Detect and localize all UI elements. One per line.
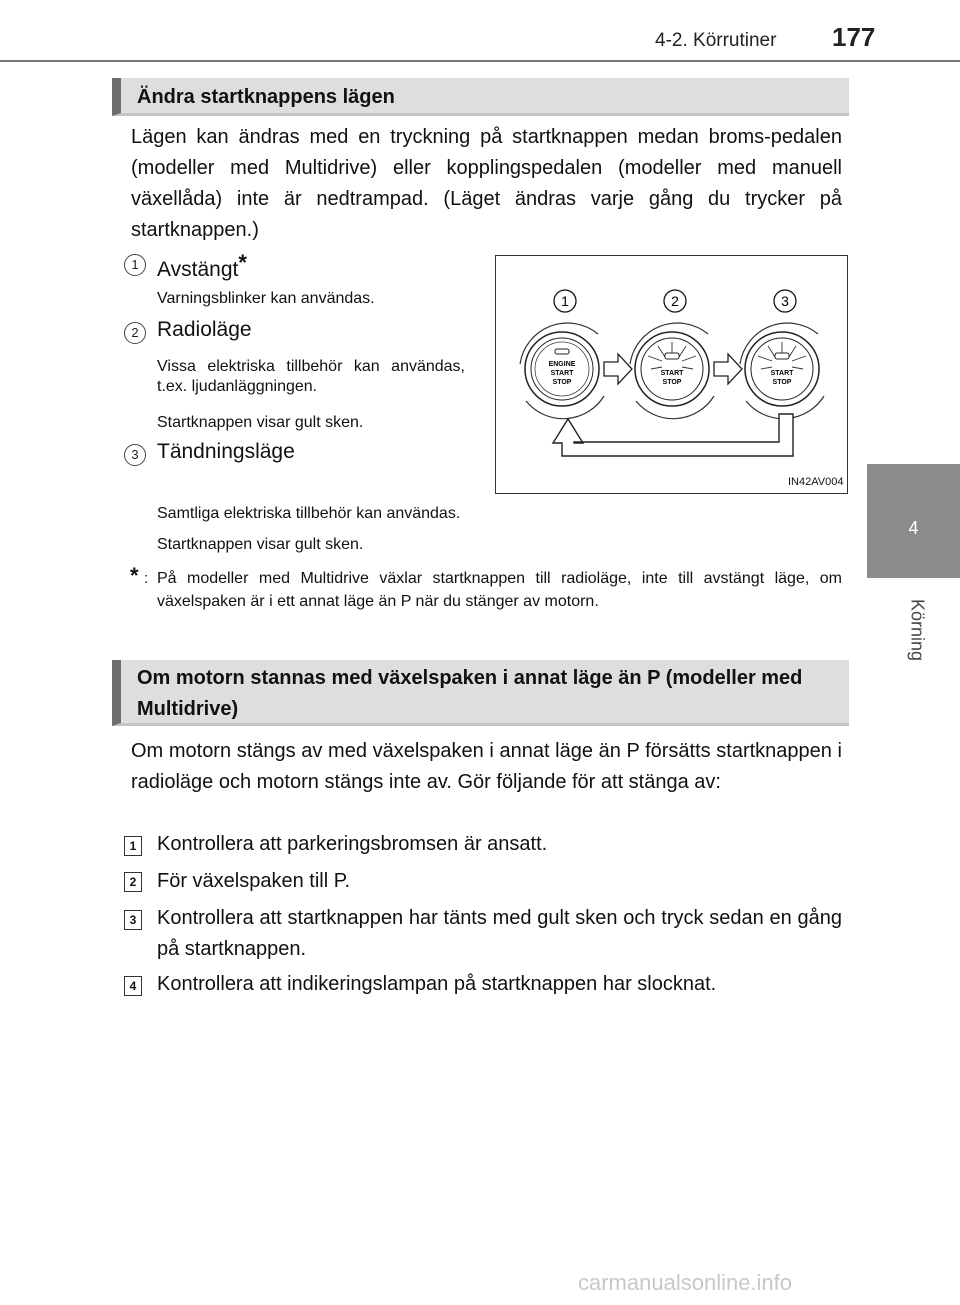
start-button-illustration xyxy=(495,255,848,494)
mode-title-off-text: Avstängt xyxy=(157,258,239,281)
button-off-icon xyxy=(520,323,604,419)
figure-code: IN42AV004 xyxy=(788,476,844,488)
watermark: carmanualsonline.info xyxy=(578,1270,793,1295)
mode-desc-off: Varningsblinker kan användas. xyxy=(157,290,375,307)
step-text-3: Kontrollera att startknappen har tänts med gult sken och tryck sedan en gång på startknappen. xyxy=(157,907,842,960)
button-radio-icon xyxy=(630,323,714,419)
svg-text:START: START xyxy=(550,370,574,377)
section-title-change-modes: Ändra startknappens lägen xyxy=(112,78,849,116)
figure-label-2 xyxy=(664,290,686,312)
header-rule xyxy=(0,60,960,62)
step-text-1: Kontrollera att parkeringsbromsen är ansatt. xyxy=(157,833,548,855)
svg-text:3: 3 xyxy=(781,293,789,309)
section2-intro: Om motorn stängs av med växelspaken i annat läge än P försätts startknappen i radioläge och motorn stängs inte av. Gör följande för att stänga av: xyxy=(131,740,842,793)
start-button-diagram xyxy=(496,256,847,493)
svg-text:2: 2 xyxy=(671,293,679,309)
step-number-1: 1 xyxy=(124,836,142,856)
footnote-colon: : xyxy=(144,570,149,587)
return-arrow-icon xyxy=(553,414,793,456)
figure-label-3 xyxy=(774,290,796,312)
svg-text:START: START xyxy=(770,370,794,377)
footnote-mark: * xyxy=(130,563,139,588)
svg-text:ENGINE: ENGINE xyxy=(548,361,576,368)
step-number-3: 3 xyxy=(124,910,142,930)
footnote-ref: * xyxy=(238,250,247,275)
step-text-4: Kontrollera att indikeringslampan på startknappen har slocknat. xyxy=(157,973,717,995)
chapter-tab-number: 4 xyxy=(908,518,919,538)
step-text-2: För växelspaken till P. xyxy=(157,870,351,892)
arrow-right-icon xyxy=(604,354,632,384)
svg-text:1: 1 xyxy=(561,293,569,309)
svg-text:STOP: STOP xyxy=(662,379,682,386)
button-ignition-icon xyxy=(740,323,824,419)
mode-number-3: 3 xyxy=(124,444,146,466)
section-title-engine-stop: Om motorn stannas med växelspaken i annat läge än P (modeller med Multidrive) xyxy=(112,660,849,726)
footnote-text: På modeller med Multidrive växlar startknappen till radioläge, inte till avstängt läge, om växelspaken är i ett annat läge än P när du stänger av motorn. xyxy=(157,570,842,610)
svg-text:START: START xyxy=(660,370,684,377)
section-header: 4-2. Körrutiner xyxy=(655,30,777,51)
step-number-4: 4 xyxy=(124,976,142,996)
figure-label-1 xyxy=(554,290,576,312)
chapter-tab-label: Körning xyxy=(907,598,928,662)
svg-text:STOP: STOP xyxy=(772,379,792,386)
mode-desc-ignition-2: Startknappen visar gult sken. xyxy=(157,536,364,553)
mode-desc-radio: Vissa elektriska tillbehör kan användas, t.ex. ljudanläggningen. xyxy=(157,358,465,395)
svg-text:STOP: STOP xyxy=(552,379,572,386)
mode-number-2: 2 xyxy=(124,322,146,344)
mode-title-radio: Radioläge xyxy=(157,318,252,341)
mode-number-1: 1 xyxy=(124,254,146,276)
mode-desc-ignition: Samtliga elektriska tillbehör kan användas. xyxy=(157,505,461,522)
mode-desc-radio-2: Startknappen visar gult sken. xyxy=(157,414,364,431)
step-number-2: 2 xyxy=(124,872,142,892)
arrow-right-icon xyxy=(714,354,742,384)
mode-title-ignition: Tändningsläge xyxy=(157,440,295,463)
section1-intro: Lägen kan ändras med en tryckning på startknappen medan broms-pedalen (modeller med Multidrive) eller kopplingspedalen (modeller med manuell växellåda) inte är nedtrampad. (Läget ändras varje gång du trycker på startknappen.) xyxy=(131,126,842,241)
page-number: 177 xyxy=(832,22,876,52)
mode-title-off xyxy=(157,250,247,282)
chapter-tab-label-area xyxy=(867,578,960,682)
